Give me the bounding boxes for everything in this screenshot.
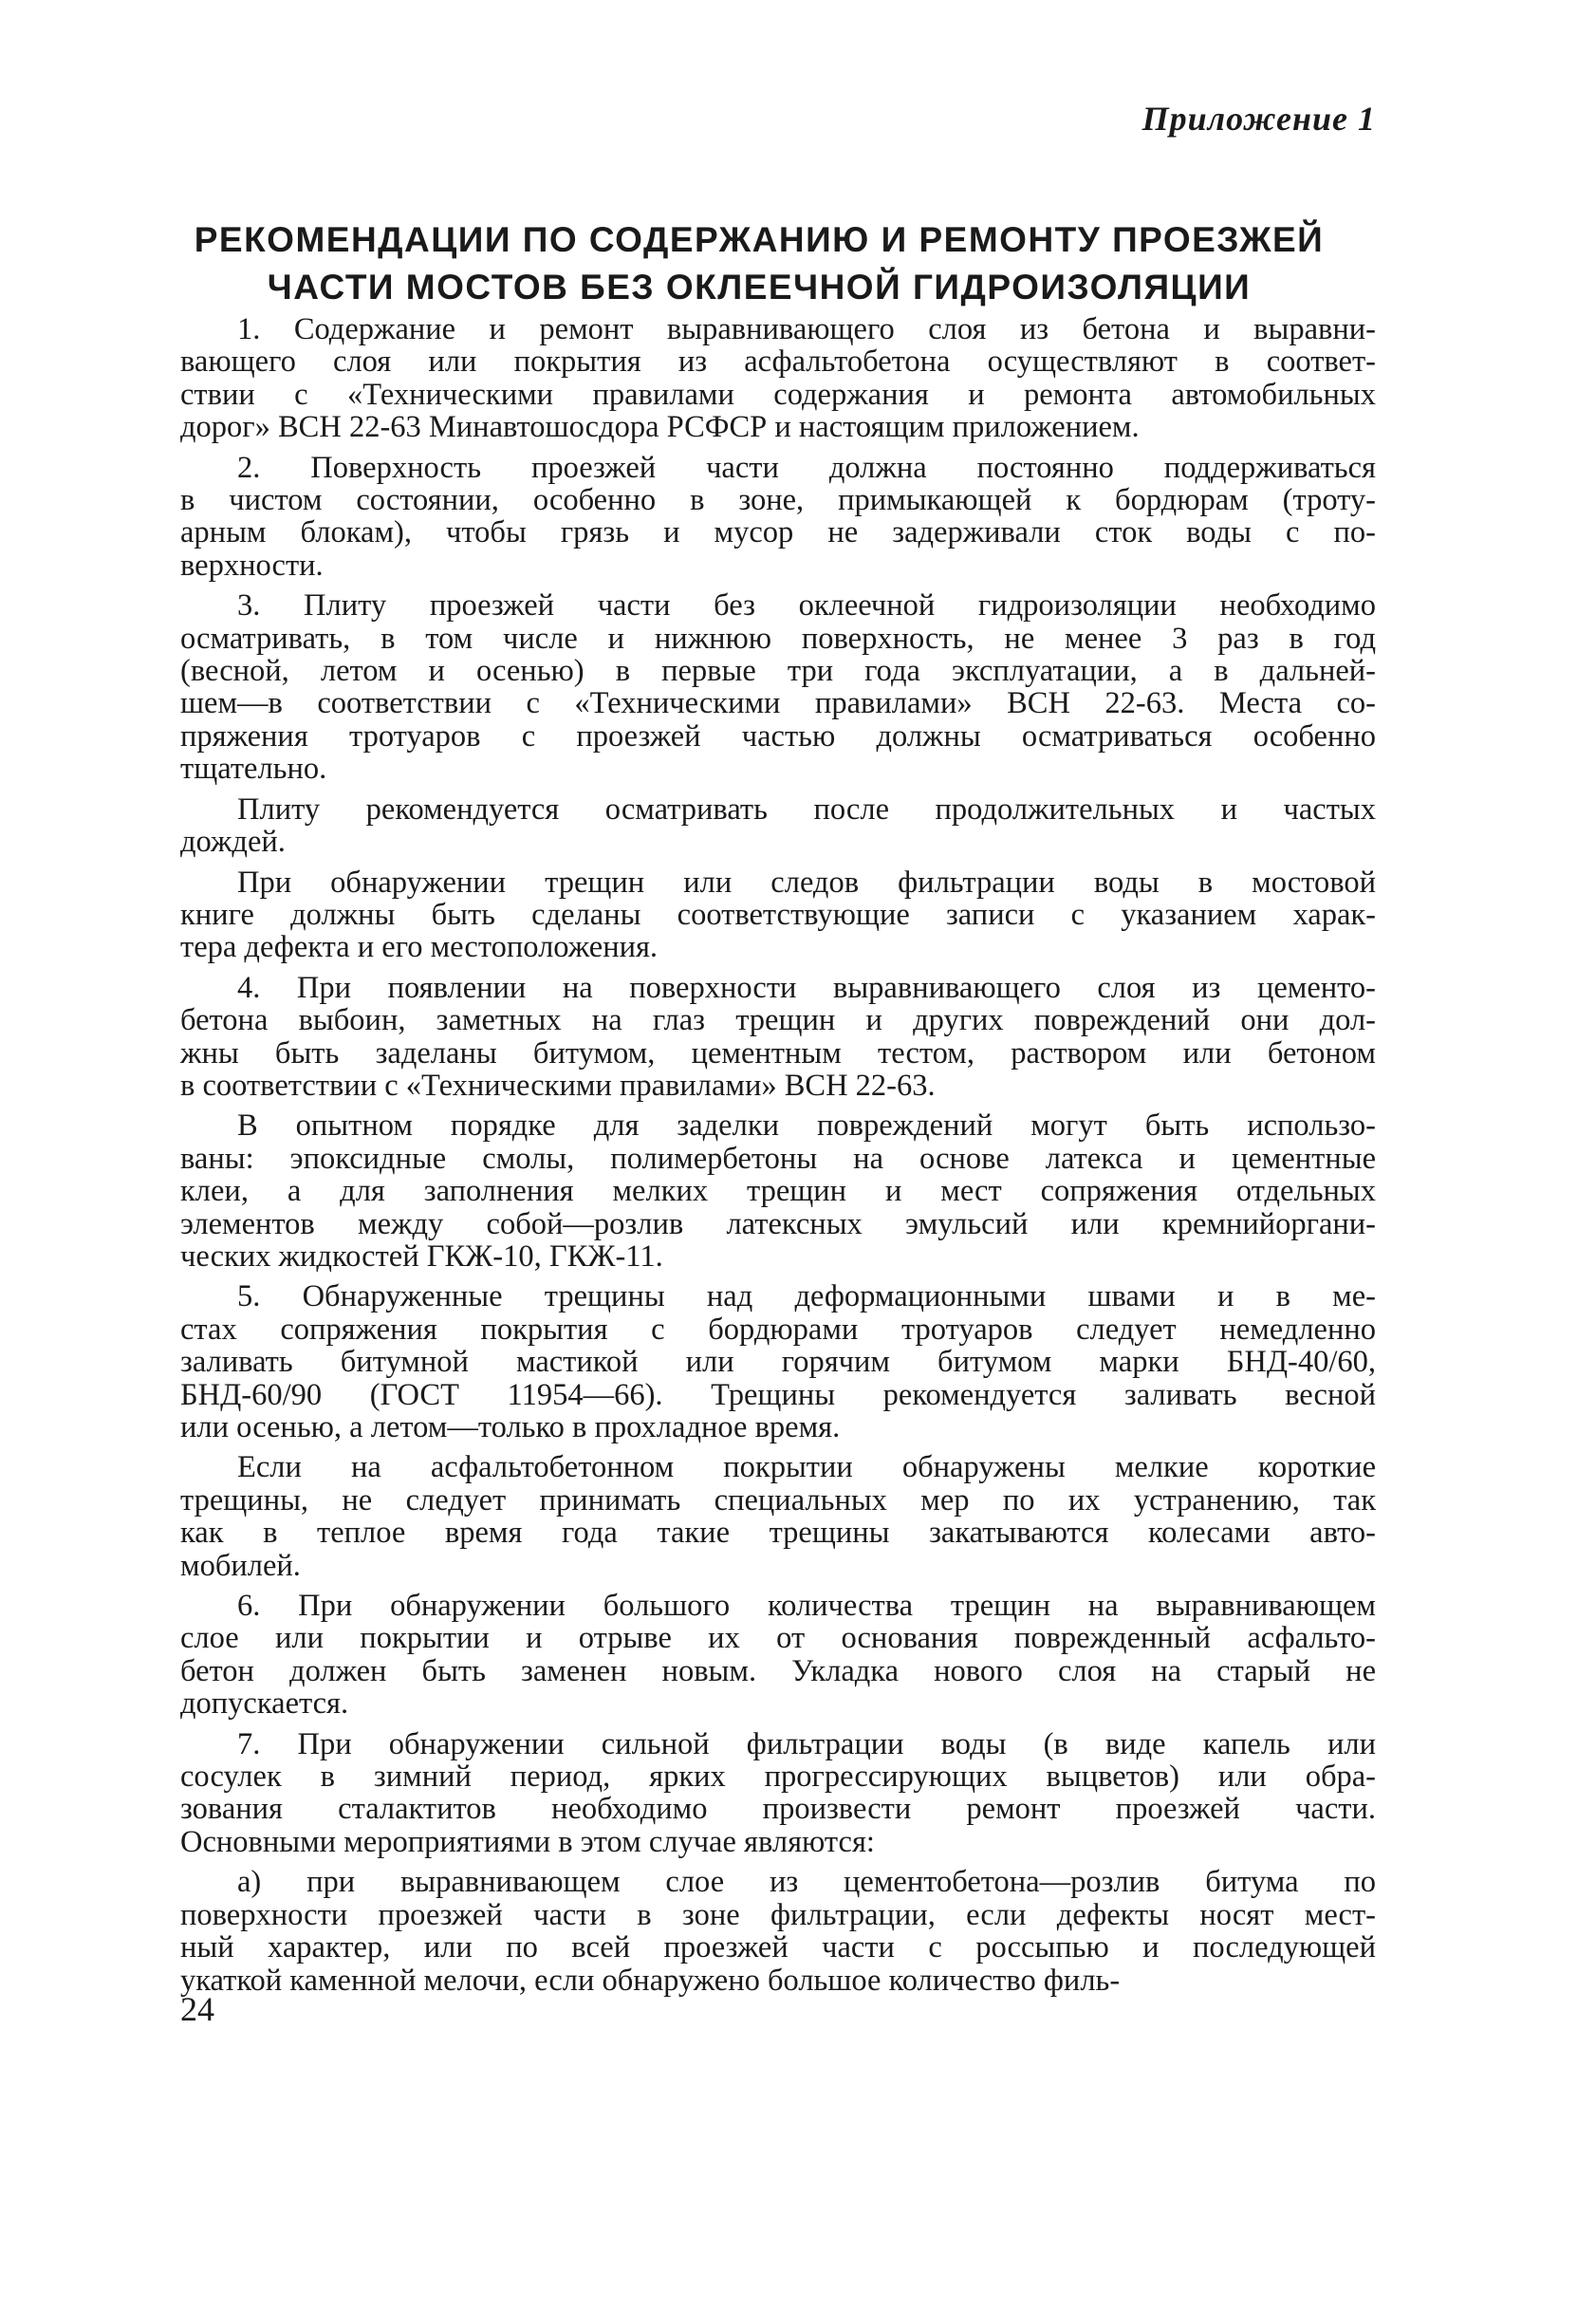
text-line: арным блокам), чтобы грязь и мусор не задерживали сток воды с по- [180, 515, 1376, 550]
text-line: допускается. [180, 1686, 349, 1722]
text-line: 2. Поверхность проезжей части должна постоянно поддерживаться [237, 450, 1376, 485]
text-line: ствии с «Техническими правилами содержания и ремонта автомобильных [180, 377, 1376, 412]
paragraph [180, 972, 1376, 1103]
title-line: ЧАСТИ МОСТОВ БЕЗ ОКЛЕЕЧНОЙ ГИДРОИЗОЛЯЦИИ [267, 268, 1252, 307]
page-number: 24 [180, 1990, 214, 2028]
paragraph [180, 589, 1376, 785]
text-line: заливать битумной мастикой или горячим битумом марки БНД-40/60, [180, 1345, 1376, 1380]
text-line: мобилей. [180, 1548, 301, 1583]
text-line: или осенью, а летом—только в прохладное время. [180, 1410, 841, 1444]
text-line: слое или покрытии и отрыве их от основания поврежденный асфальто- [180, 1621, 1376, 1656]
text-line: дождей. [180, 825, 286, 860]
text-line: ный характер, или по всей проезжей части с россыпью и последующей [180, 1930, 1376, 1965]
text-line: зования сталактитов необходимо произвести ремонт проезжей части. [180, 1792, 1376, 1827]
title-line: РЕКОМЕНДАЦИИ ПО СОДЕРЖАНИЮ И РЕМОНТУ ПРОЕЗЖЕЙ [194, 220, 1325, 259]
text-line: 7. При обнаружении сильной фильтрации воды (в виде капель или [237, 1726, 1376, 1761]
text-line: 4. При появлении на поверхности выравнивающего слоя из цементо- [237, 970, 1376, 1005]
paragraph [180, 1280, 1376, 1443]
text-line: ваны: эпоксидные смолы, полимербетоны на основе латекса и цементные [180, 1141, 1376, 1176]
text-line: тщательно. [180, 752, 327, 787]
text-line: 1. Содержание и ремонт выравнивающего слоя из бетона и выравни- [237, 312, 1376, 346]
text-line: Основными мероприятиями в этом случае являются: [180, 1824, 875, 1859]
text-line: В опытном порядке для заделки повреждений могут быть использо- [237, 1108, 1376, 1144]
text-line: 3. Плиту проезжей части без оклеечной гидроизоляции необходимо [237, 588, 1376, 624]
text-line: верхности. [180, 548, 324, 583]
paragraph [180, 1728, 1376, 1859]
text-line: поверхности проезжей части в зоне фильтрации, если дефекты носят мест- [180, 1897, 1376, 1932]
text-line: укаткой каменной мелочи, если обнаружено большое количество филь- [180, 1963, 1121, 1998]
text-line: тера дефекта и его местоположения. [180, 930, 659, 965]
paragraph [180, 313, 1376, 444]
appendix-label: Приложение 1 [1141, 100, 1376, 138]
text-line: бетон должен быть заменен новым. Укладка нового слоя на старый не [180, 1653, 1376, 1688]
text-line: элементов между собой—розлив латексных эмульсий или кремнийоргани- [180, 1206, 1376, 1241]
paragraph [180, 866, 1376, 964]
paragraph [180, 1590, 1376, 1721]
text-line: 5. Обнаруженные трещины над деформационными швами и в ме- [237, 1279, 1376, 1314]
text-line: в чистом состоянии, особенно в зоне, примыкающей к бордюрам (троту- [180, 483, 1376, 518]
paragraph [180, 1866, 1376, 1997]
text-line: вающего слоя или покрытия из асфальтобетона осуществляют в соответ- [180, 344, 1376, 380]
document-title [142, 216, 1376, 311]
text-line: трещины, не следует принимать специальных мер по их устранению, так [180, 1482, 1376, 1518]
text-line: в соответствии с «Техническими правилами» ВСН 22-63. [180, 1068, 936, 1103]
body-text [180, 313, 1376, 1997]
text-line: а) при выравнивающем слое из цементобетона—розлив битума по [237, 1865, 1376, 1900]
text-line: 6. При обнаружении большого количества трещин на выравнивающем [237, 1589, 1376, 1624]
text-line: ческих жидкостей ГКЖ-10, ГКЖ-11. [180, 1238, 663, 1274]
text-line: (весной, летом и осенью) в первые три года эксплуатации, а в дальней- [180, 654, 1376, 689]
text-line: пряжения тротуаров с проезжей частью должны осматриваться особенно [180, 718, 1376, 754]
paragraph [180, 452, 1376, 583]
text-line: шем—в соответствии с «Техническими правилами» ВСН 22-63. Места со- [180, 686, 1376, 721]
paragraph [180, 1451, 1376, 1582]
text-line: сосулек в зимний период, ярких прогрессирующих выцветов) или обра- [180, 1760, 1376, 1795]
text-line: книге должны быть сделаны соответствующие записи с указанием харак- [180, 897, 1376, 932]
text-line: При обнаружении трещин или следов фильтрации воды в мостовой [237, 865, 1376, 900]
text-line: Плиту рекомендуется осматривать после продолжительных и частых [237, 791, 1376, 827]
text-line: стах сопряжения покрытия с бордюрами тротуаров следует немедленно [180, 1312, 1376, 1347]
text-line: клеи, а для заполнения мелких трещин и мест сопряжения отдельных [180, 1174, 1376, 1209]
text-line: Если на асфальтобетонном покрытии обнаружены мелкие короткие [237, 1450, 1376, 1485]
paragraph [180, 793, 1376, 859]
paragraph [180, 1109, 1376, 1273]
text-line: дорог» ВСН 22-63 Минавтошосдора РСФСР и настоящим приложением. [180, 410, 1140, 445]
text-line: как в теплое время года такие трещины закатываются колесами авто- [180, 1516, 1376, 1551]
text-line: бетона выбоин, заметных на глаз трещин и других повреждений они дол- [180, 1003, 1376, 1038]
text-line: БНД-60/90 (ГОСТ 11954—66). Трещины рекомендуется заливать весной [180, 1377, 1376, 1412]
text-line: осматривать, в том числе и нижнюю поверхность, не менее 3 раз в год [180, 621, 1376, 656]
text-line: жны быть заделаны битумом, цементным тестом, раствором или бетоном [180, 1035, 1376, 1071]
